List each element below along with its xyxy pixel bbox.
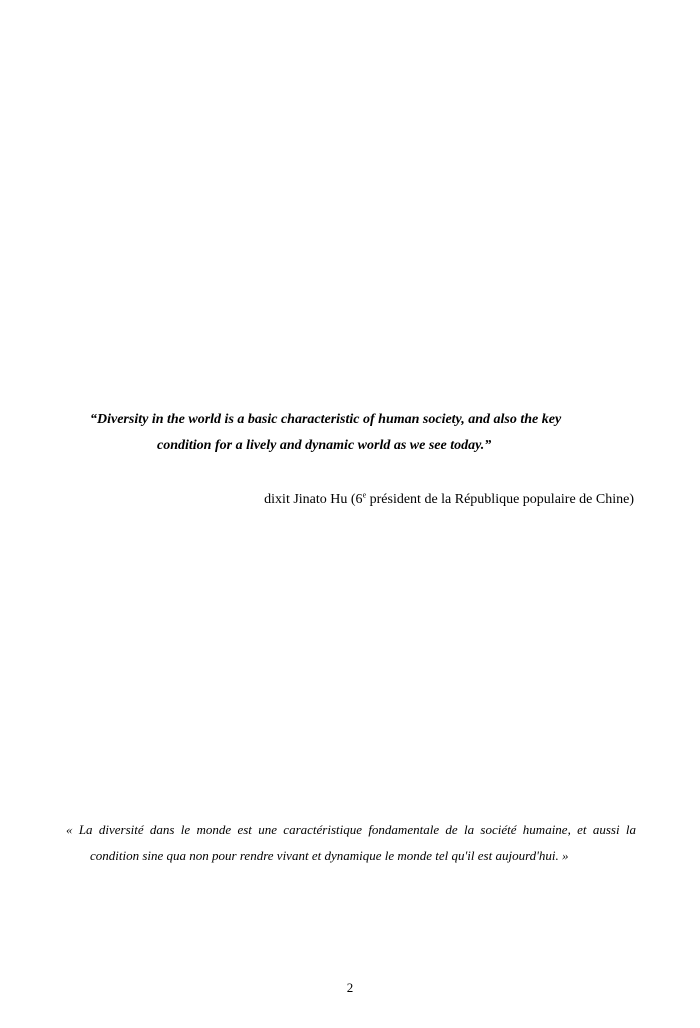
french-quote-line-1: « La diversité dans le monde est une caractéristique fondamentale de la société humaine, et aussi la	[66, 822, 636, 837]
french-quote-line-2: condition sine qua non pour rendre vivant et dynamique le monde tel qu'il est aujourd'hui. »	[90, 848, 569, 863]
quote-attribution	[264, 492, 634, 508]
page-number: 2	[346, 980, 354, 995]
french-quote	[66, 817, 636, 869]
attribution-text-end: président de la République populaire de Chine)	[366, 492, 634, 507]
attribution-superscript: e	[362, 490, 367, 500]
attribution-text-start: dixit Jinato Hu (6	[264, 492, 363, 507]
english-quote	[60, 407, 620, 459]
english-quote-line-1: “Diversity in the world is a basic characteristic of human society, and also the key	[90, 412, 562, 427]
english-quote-line-2: condition for a lively and dynamic world as we see today.”	[157, 438, 492, 453]
